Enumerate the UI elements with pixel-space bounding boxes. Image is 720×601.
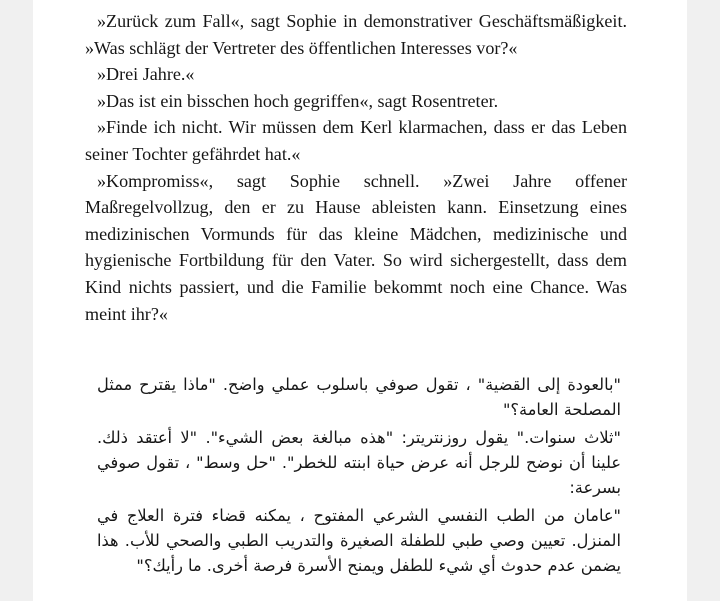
left-page-margin	[0, 0, 33, 601]
arabic-paragraph-2: "ثلاث سنوات." يقول روزنتريتر: "هذه مبالغة بعض الشيء". "لا أعتقد ذلك. علينا أن نوضح للرجل أنه عرض حياة ابنته للخطر". "حل وسط" ، تقول صوفي بسرعة:	[97, 427, 621, 498]
german-text-block	[85, 8, 627, 327]
german-paragraph-5: »Kompromiss«, sagt Sophie schnell. »Zwei Jahre offener Maßregelvollzug, den er zu Hause ableisten kann. Einsetzung eines medizinischen Vormunds für das kleine Mädchen, medizinische und hygienische Fortbildung für den Vater. So wird sichergestellt, dass dem Kind nichts passiert, und die Familie bekommt noch eine Chance. Was meint ihr?«	[85, 170, 627, 324]
arabic-paragraph-1: "بالعودة إلى القضية" ، تقول صوفي باسلوب عملي واضح. "ماذا يقترح ممثل المصلحة العامة؟"	[97, 375, 621, 420]
german-paragraph-4: »Finde ich nicht. Wir müssen dem Kerl klarmachen, dass er das Leben seiner Tochter gefährdet hat.«	[85, 117, 627, 164]
arabic-paragraph-3: "عامان من الطب النفسي الشرعي المفتوح ، يمكنه قضاء فترة العلاج في المنزل. تعيين وصي طبي للطفلة الصغيرة والتدريب الطبي والصحي للأب. هذا يضمن عدم حدوث أي شيء للطفل ويمنح الأسرة فرصة أخرى. ما رأيك؟"	[97, 505, 621, 576]
arabic-text-block	[85, 372, 627, 578]
german-paragraph-1: »Zurück zum Fall«, sagt Sophie in demonstrativer Geschäftsmäßigkeit. »Was schlägt der Vertreter des öffentlichen Interesses vor?«	[85, 11, 627, 58]
german-paragraph-3: »Das ist ein bisschen hoch gegriffen«, sagt Rosentreter.	[97, 90, 499, 111]
german-paragraph-2: »Drei Jahre.«	[97, 64, 195, 85]
page-content	[85, 8, 627, 579]
document-page	[33, 0, 687, 601]
right-page-margin	[687, 0, 720, 601]
